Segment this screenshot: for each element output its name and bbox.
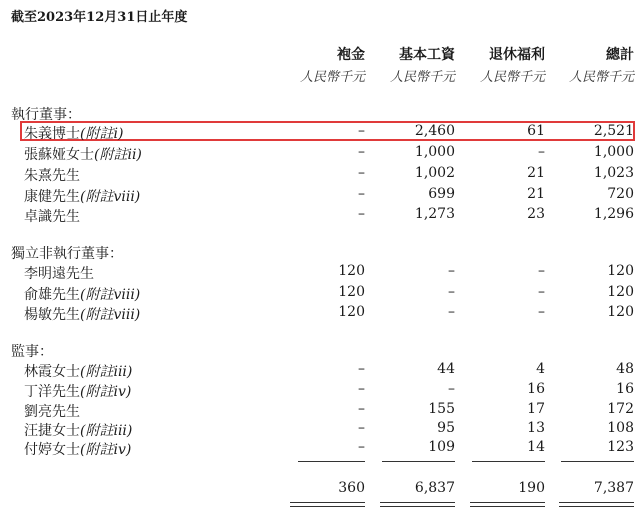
subtotal-rule-total xyxy=(561,461,634,462)
section-label-independent: 獨立非執行董事： xyxy=(11,246,123,262)
cell-total: 120 xyxy=(607,263,634,279)
cell-fees: 120 xyxy=(338,304,365,320)
cell-salary: 155 xyxy=(428,401,455,417)
table-row xyxy=(0,165,640,185)
cell-total: 1,296 xyxy=(593,206,634,222)
row-name: 張蘇娅女士 xyxy=(24,147,94,163)
cell-retirement: 13 xyxy=(527,420,545,436)
cell-fees: – xyxy=(358,381,365,397)
row-name: 丁洋先生 xyxy=(24,384,80,400)
cell-retirement: 61 xyxy=(527,123,545,139)
cell-total: 16 xyxy=(616,381,634,397)
subtotal-rule-salary xyxy=(382,461,455,462)
cell-retirement: 17 xyxy=(527,401,545,417)
cell-total: 48 xyxy=(616,361,634,377)
col-header-fees: 袍金 xyxy=(337,47,365,63)
cell-salary: 95 xyxy=(437,420,455,436)
total-salary: 6,837 xyxy=(414,480,455,496)
total-double-rule-salary xyxy=(380,502,455,507)
row-note: (附註i) xyxy=(80,126,124,142)
cell-fees: – xyxy=(358,420,365,436)
subtotal-rule-retirement xyxy=(472,461,545,462)
cell-total: 1,023 xyxy=(593,165,634,181)
cell-salary: 1,273 xyxy=(414,206,455,222)
total-total: 7,387 xyxy=(593,480,634,496)
cell-fees: – xyxy=(358,123,365,139)
row-name: 汪捷女士 xyxy=(24,423,80,439)
table-row xyxy=(0,263,640,283)
col-unit-total: 人民幣千元 xyxy=(568,70,634,85)
row-note: (附註ii) xyxy=(94,147,142,163)
cell-fees: – xyxy=(358,144,365,160)
cell-salary: – xyxy=(448,284,455,300)
total-fees: 360 xyxy=(338,480,365,496)
row-name: 俞雄先生 xyxy=(24,287,80,303)
table-row xyxy=(0,206,640,226)
row-name: 卓識先生 xyxy=(24,209,80,225)
section-label-executive: 執行董事： xyxy=(11,107,81,123)
table-row xyxy=(0,381,640,401)
row-note: (附註iv) xyxy=(80,384,132,400)
total-double-rule-retirement xyxy=(470,502,545,507)
table-row xyxy=(0,361,640,381)
cell-retirement: – xyxy=(538,263,545,279)
table-row xyxy=(0,439,640,459)
total-double-rule-total xyxy=(559,502,634,507)
cell-salary: – xyxy=(448,263,455,279)
cell-total: 1,000 xyxy=(593,144,634,160)
cell-retirement: – xyxy=(538,144,545,160)
cell-fees: – xyxy=(358,186,365,202)
col-header-salary: 基本工資 xyxy=(399,47,455,63)
row-note: (附註iii) xyxy=(80,364,133,380)
row-name: 朱義博士 xyxy=(24,126,80,142)
subtotal-rule-fees xyxy=(298,461,365,462)
cell-retirement: – xyxy=(538,304,545,320)
total-double-rule-fees xyxy=(290,502,365,507)
cell-retirement: 4 xyxy=(536,361,545,377)
cell-retirement: 14 xyxy=(527,439,545,455)
table-row xyxy=(0,186,640,206)
cell-retirement: 16 xyxy=(527,381,545,397)
cell-fees: – xyxy=(358,206,365,222)
cell-fees: 120 xyxy=(338,284,365,300)
table-row xyxy=(0,401,640,421)
col-header-retirement: 退休福利 xyxy=(489,47,545,63)
row-name: 朱熹先生 xyxy=(24,168,80,184)
col-header-total: 總計 xyxy=(606,47,634,63)
cell-salary: 1,002 xyxy=(414,165,455,181)
total-retirement: 190 xyxy=(518,480,545,496)
cell-retirement: 23 xyxy=(527,206,545,222)
table-row xyxy=(0,144,640,164)
row-name: 林霞女士 xyxy=(24,364,80,380)
cell-salary: – xyxy=(448,304,455,320)
cell-fees: 120 xyxy=(338,263,365,279)
cell-fees: – xyxy=(358,439,365,455)
table-row xyxy=(0,304,640,324)
table-row xyxy=(0,284,640,304)
cell-salary: 699 xyxy=(428,186,455,202)
row-note: (附註iii) xyxy=(80,423,133,439)
row-name: 付婷女士 xyxy=(24,442,80,458)
cell-salary: 44 xyxy=(437,361,455,377)
table-row xyxy=(0,420,640,440)
col-unit-fees: 人民幣千元 xyxy=(299,70,365,85)
cell-total: 172 xyxy=(607,401,634,417)
table-title: 截至2023年12月31日止年度 xyxy=(11,10,188,25)
row-name: 劉亮先生 xyxy=(24,404,80,420)
cell-fees: – xyxy=(358,361,365,377)
cell-retirement: – xyxy=(538,284,545,300)
cell-salary: 1,000 xyxy=(414,144,455,160)
row-note: (附註iv) xyxy=(80,442,132,458)
cell-total: 123 xyxy=(607,439,634,455)
cell-salary: 109 xyxy=(428,439,455,455)
row-note: (附註viii) xyxy=(80,189,141,205)
cell-fees: – xyxy=(358,401,365,417)
row-name: 康健先生 xyxy=(24,189,80,205)
cell-total: 108 xyxy=(607,420,634,436)
section-label-supervisors: 監事： xyxy=(11,344,53,360)
cell-salary: 2,460 xyxy=(414,123,455,139)
cell-salary: – xyxy=(448,381,455,397)
cell-total: 120 xyxy=(607,284,634,300)
cell-total: 120 xyxy=(607,304,634,320)
cell-total: 720 xyxy=(607,186,634,202)
cell-total: 2,521 xyxy=(593,123,634,139)
row-name: 李明遠先生 xyxy=(24,266,94,282)
cell-retirement: 21 xyxy=(527,165,545,181)
row-note: (附註viii) xyxy=(80,287,141,303)
totals-row xyxy=(0,480,640,500)
cell-retirement: 21 xyxy=(527,186,545,202)
cell-fees: – xyxy=(358,165,365,181)
row-name: 楊敏先生 xyxy=(24,307,80,323)
row-note: (附註viii) xyxy=(80,307,141,323)
col-unit-retirement: 人民幣千元 xyxy=(479,70,545,85)
table-row xyxy=(0,123,640,143)
col-unit-salary: 人民幣千元 xyxy=(389,70,455,85)
